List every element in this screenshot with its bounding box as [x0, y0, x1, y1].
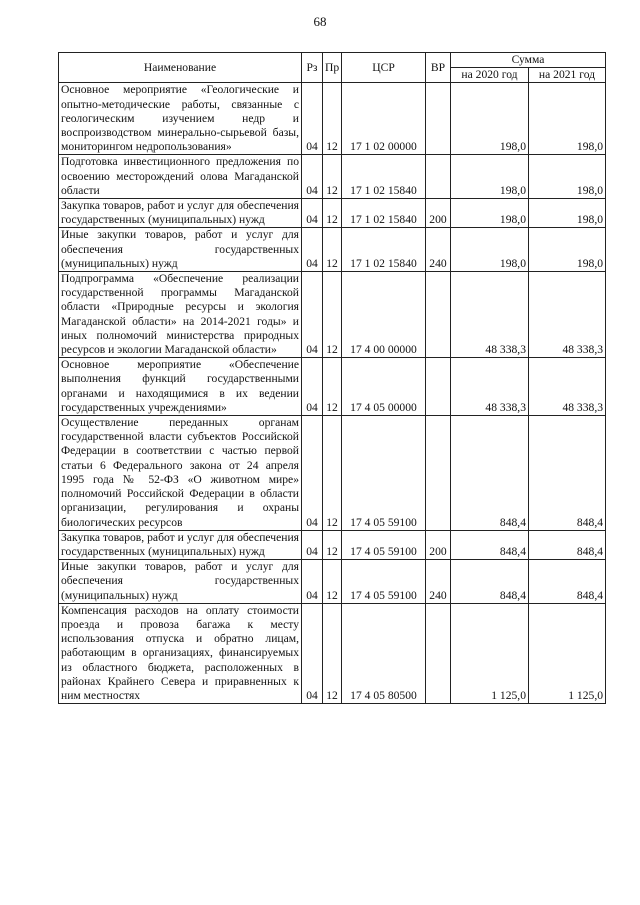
row-sum-2021: 848,4: [529, 560, 606, 604]
header-rz: Рз: [302, 53, 323, 83]
row-vr: [426, 272, 451, 358]
row-name: Подготовка инвестиционного предложения по освоению месторождений олова Магаданской области: [59, 155, 302, 199]
row-pr: 12: [323, 83, 342, 155]
row-rz: 04: [302, 560, 323, 604]
header-vr: ВР: [426, 53, 451, 83]
table-row: [59, 199, 606, 228]
table-row: [59, 155, 606, 199]
table-row: [59, 228, 606, 272]
row-pr: 12: [323, 603, 342, 703]
row-sum-2021: 198,0: [529, 228, 606, 272]
row-sum-2020: 848,4: [451, 416, 529, 531]
table-body: [59, 83, 606, 704]
row-csr: 17 1 02 15840: [342, 228, 426, 272]
row-csr: 17 1 02 00000: [342, 83, 426, 155]
row-name: Подпрограмма «Обеспечение реализации государственной программы Магаданской области «Природные ресурсы и экология Магаданской области» на 2014-2021 годы» и иных полномочий министерства природных ресурсов и экологии Магаданской области»: [59, 272, 302, 358]
row-rz: 04: [302, 199, 323, 228]
row-rz: 04: [302, 155, 323, 199]
table-row: [59, 272, 606, 358]
row-csr: 17 4 05 59100: [342, 530, 426, 559]
row-name: Осуществление переданных органам государственной власти субъектов Российской Федерации в соответствии с частью первой статьи 6 Федерального закона от 24 апреля 1995 года № 52-ФЗ «О животном мире» полномочий Российской Федерации в области организации, регулирования и охраны биологических ресурсов: [59, 416, 302, 531]
row-csr: 17 4 00 00000: [342, 272, 426, 358]
row-rz: 04: [302, 358, 323, 416]
row-rz: 04: [302, 83, 323, 155]
page-number: 68: [313, 14, 327, 29]
row-csr: 17 4 05 00000: [342, 358, 426, 416]
row-csr: 17 4 05 59100: [342, 416, 426, 531]
row-sum-2020: 198,0: [451, 83, 529, 155]
row-sum-2020: 1 125,0: [451, 603, 529, 703]
row-sum-2021: 848,4: [529, 530, 606, 559]
row-vr: [426, 358, 451, 416]
row-name: Закупка товаров, работ и услуг для обеспечения государственных (муниципальных) нужд: [59, 530, 302, 559]
row-vr: 240: [426, 560, 451, 604]
row-rz: 04: [302, 228, 323, 272]
header-pr: Пр: [323, 53, 342, 83]
row-pr: 12: [323, 155, 342, 199]
row-sum-2021: 848,4: [529, 416, 606, 531]
header-name: Наименование: [59, 53, 302, 83]
row-csr: 17 1 02 15840: [342, 155, 426, 199]
row-rz: 04: [302, 530, 323, 559]
row-name: Закупка товаров, работ и услуг для обеспечения государственных (муниципальных) нужд: [59, 199, 302, 228]
row-name: Основное мероприятие «Обеспечение выполнения функций государственными органами и находящимися в их ведении государственных учреждениями»: [59, 358, 302, 416]
table-header: [59, 53, 606, 83]
header-year-2020: на 2020 год: [451, 68, 529, 83]
row-name: Основное мероприятие «Геологические и опытно-методические работы, связанные с геологическим изучением недр и воспроизводством минерально-сырьевой базы, мониторингом недропользования»: [59, 83, 302, 155]
row-vr: [426, 416, 451, 531]
row-vr: [426, 603, 451, 703]
row-pr: 12: [323, 560, 342, 604]
row-sum-2020: 198,0: [451, 155, 529, 199]
row-sum-2020: 198,0: [451, 228, 529, 272]
row-sum-2021: 198,0: [529, 83, 606, 155]
table-row: [59, 603, 606, 703]
row-rz: 04: [302, 416, 323, 531]
row-name: Компенсация расходов на оплату стоимости проезда и провоза багажа к месту использования отпуска и обратно лицам, работающим в организациях, финансируемых из областного бюджета, расположенных в районах Крайнего Севера и приравненных к ним местностях: [59, 603, 302, 703]
row-sum-2020: 48 338,3: [451, 272, 529, 358]
row-pr: 12: [323, 228, 342, 272]
row-rz: 04: [302, 272, 323, 358]
row-vr: 200: [426, 199, 451, 228]
row-rz: 04: [302, 603, 323, 703]
row-csr: 17 4 05 59100: [342, 560, 426, 604]
row-vr: 200: [426, 530, 451, 559]
header-csr: ЦСР: [342, 53, 426, 83]
table-row: [59, 358, 606, 416]
row-sum-2020: 198,0: [451, 199, 529, 228]
row-sum-2021: 198,0: [529, 155, 606, 199]
row-vr: 240: [426, 228, 451, 272]
row-pr: 12: [323, 530, 342, 559]
row-sum-2021: 1 125,0: [529, 603, 606, 703]
row-name: Иные закупки товаров, работ и услуг для обеспечения государственных (муниципальных) нужд: [59, 560, 302, 604]
row-pr: 12: [323, 416, 342, 531]
table-row: [59, 530, 606, 559]
row-pr: 12: [323, 358, 342, 416]
row-pr: 12: [323, 272, 342, 358]
table-row: [59, 560, 606, 604]
header-year-2021: на 2021 год: [529, 68, 606, 83]
row-sum-2020: 848,4: [451, 530, 529, 559]
row-sum-2020: 48 338,3: [451, 358, 529, 416]
budget-table: [58, 52, 606, 704]
row-sum-2021: 48 338,3: [529, 272, 606, 358]
row-name: Иные закупки товаров, работ и услуг для обеспечения государственных (муниципальных) нужд: [59, 228, 302, 272]
row-sum-2020: 848,4: [451, 560, 529, 604]
table-row: [59, 416, 606, 531]
header-sum: Сумма: [451, 53, 606, 68]
row-csr: 17 4 05 80500: [342, 603, 426, 703]
row-sum-2021: 198,0: [529, 199, 606, 228]
row-vr: [426, 155, 451, 199]
row-sum-2021: 48 338,3: [529, 358, 606, 416]
row-csr: 17 1 02 15840: [342, 199, 426, 228]
row-vr: [426, 83, 451, 155]
table-row: [59, 83, 606, 155]
row-pr: 12: [323, 199, 342, 228]
